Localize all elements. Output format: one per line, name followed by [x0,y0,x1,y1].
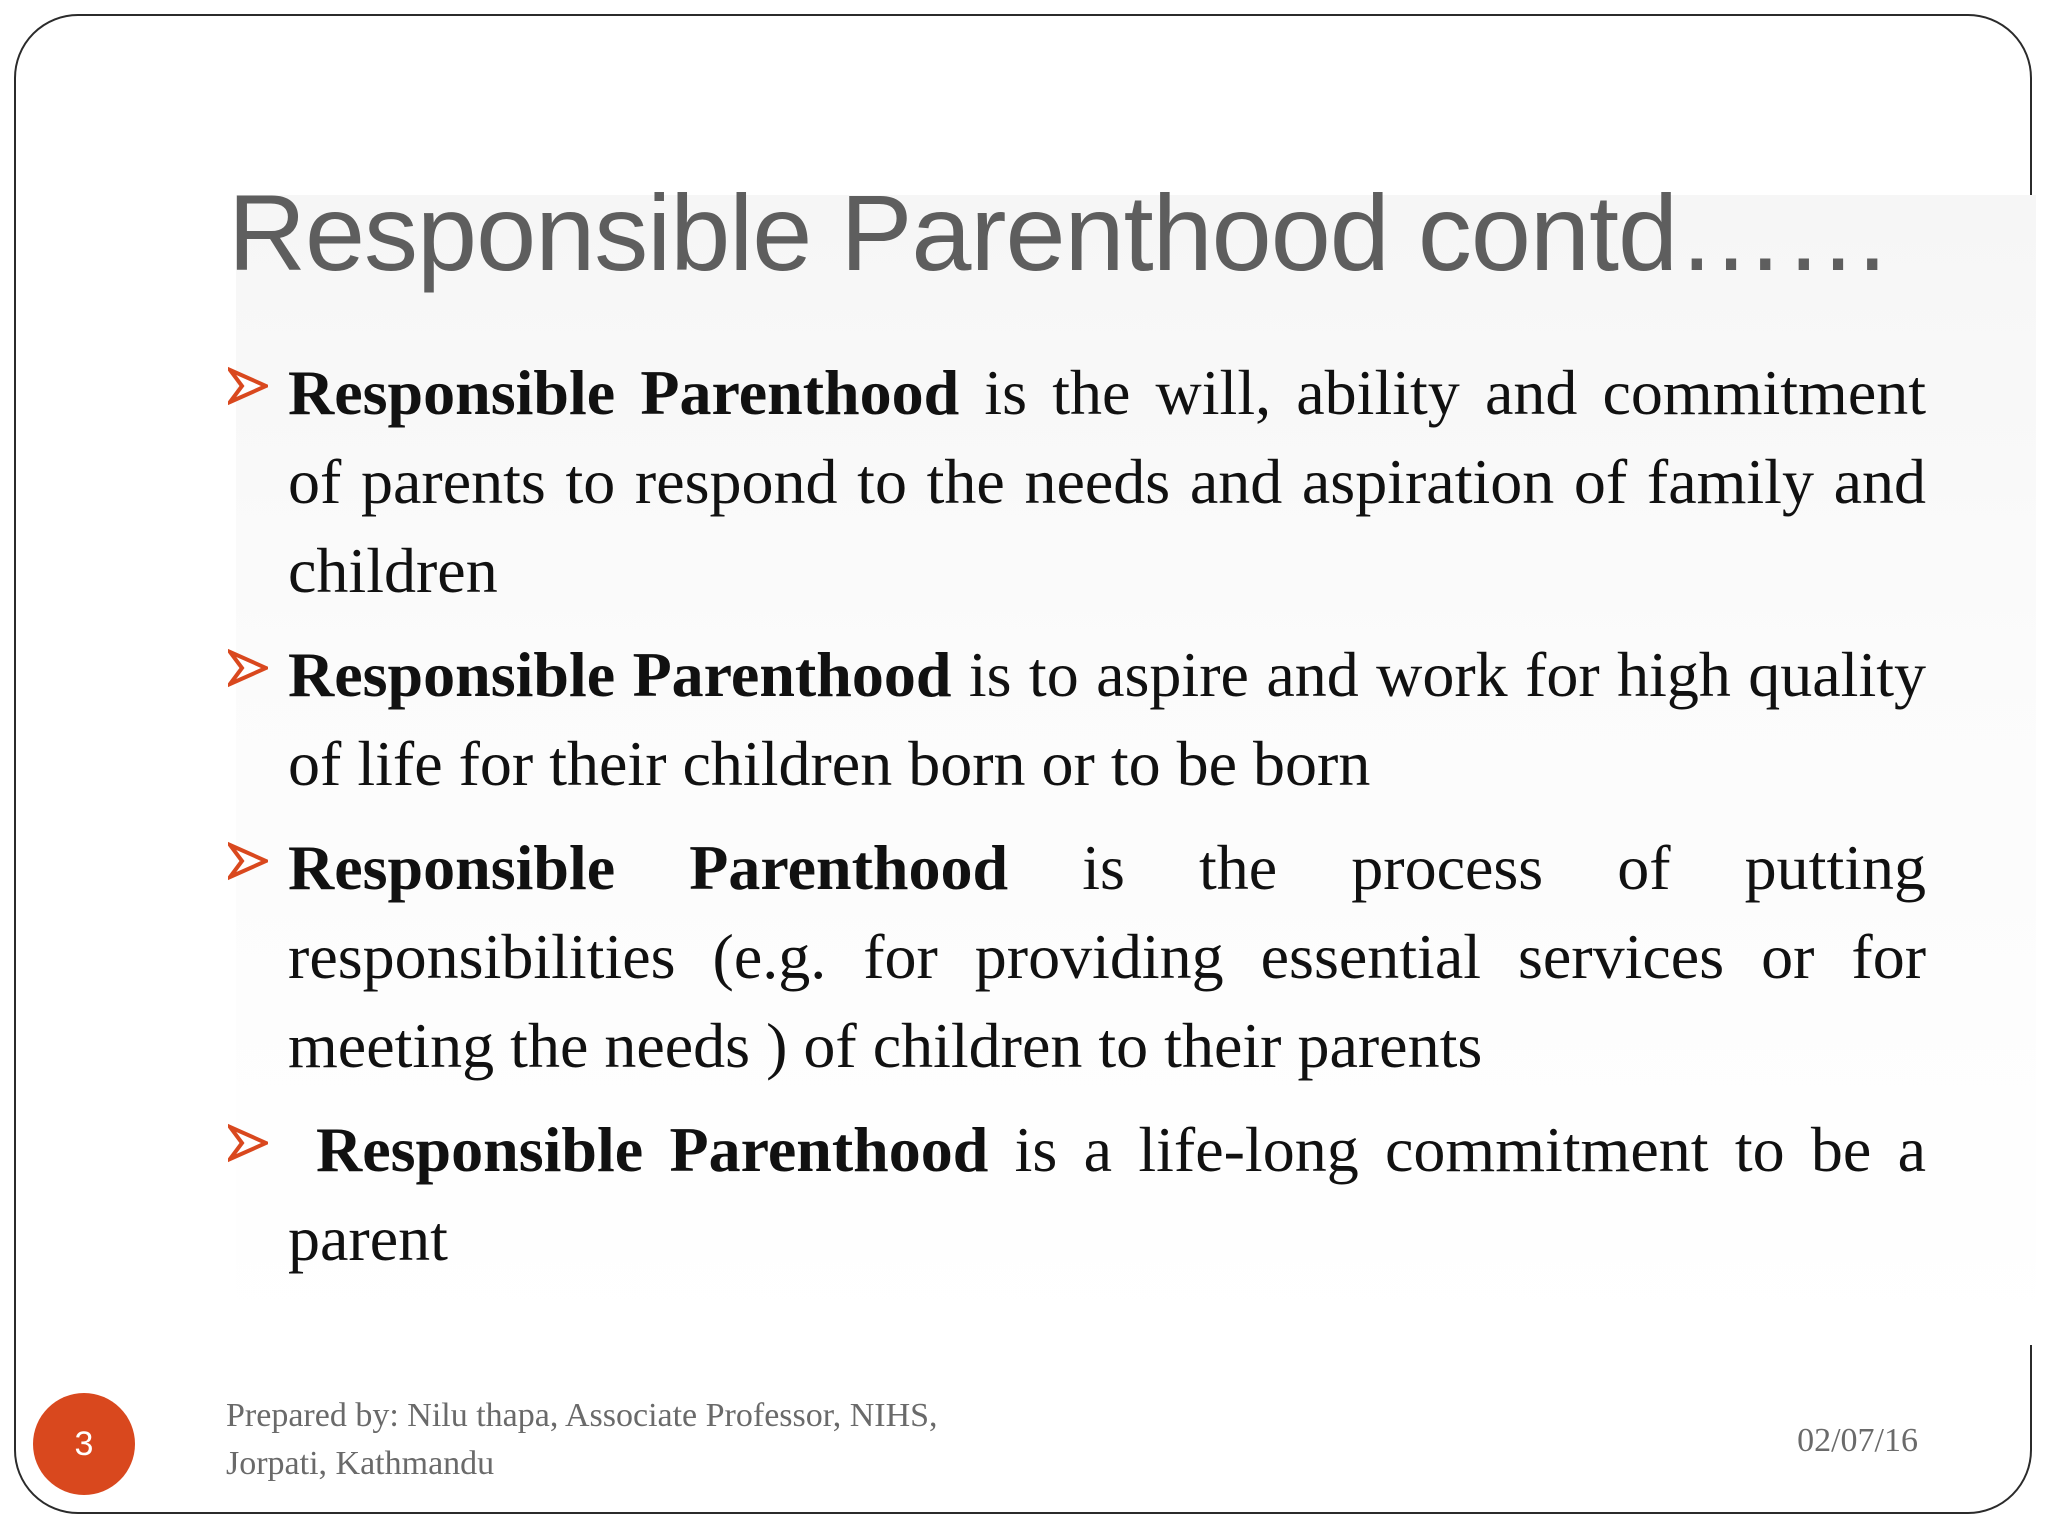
arrow-bullet-icon [228,648,268,688]
arrow-bullet-icon [228,1123,268,1163]
bullet-text: is the will, ability and commitment of parents to respond to the needs and aspiration of family and children [288,357,1926,606]
bullet-bold-term: Responsible Parenthood [288,832,1009,903]
footer-date: 02/07/16 [1797,1422,1918,1459]
bullet-bold-term: Responsible Parenthood [288,357,960,428]
bullet-item [228,348,1926,615]
bullet-text: is the process of putting responsibilities (e.g. for providing essential services or for meeting the needs ) of children to their parents [288,832,1927,1081]
slide-title: Responsible Parenthood contd…… [228,172,1892,293]
arrow-bullet-icon [228,841,268,881]
arrow-bullet-icon [228,366,268,406]
bullet-bold-term: Responsible Parenthood [316,1114,989,1185]
bullet-item [228,1105,1926,1283]
bullet-list [228,348,1926,1298]
page-number-badge: 3 [33,1393,135,1495]
bullet-text: is to aspire and work for high quality of life for their children born or to be born [288,639,1927,799]
footer-author: Prepared by: Nilu thapa, Associate Professor, NIHS, Jorpati, Kathmandu [226,1397,938,1482]
bullet-text: is a life-long commitment to be a parent [288,1114,1927,1274]
bullet-item [228,823,1926,1090]
bullet-bold-term: Responsible Parenthood [288,639,952,710]
bullet-item [228,630,1926,808]
